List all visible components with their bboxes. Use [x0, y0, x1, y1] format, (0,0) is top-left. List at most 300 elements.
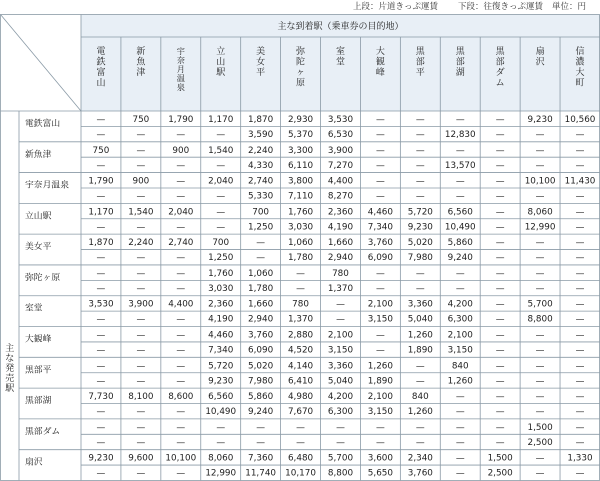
fare-round: —	[575, 407, 585, 418]
fare-oneway: —	[575, 238, 585, 249]
fare-oneway: 2,100	[367, 299, 393, 310]
fare-round: —	[495, 345, 505, 356]
fare-oneway: 2,240	[128, 238, 154, 249]
fare-oneway: 1,790	[168, 115, 194, 125]
column-header	[376, 45, 385, 78]
fare-oneway: —	[455, 422, 465, 433]
fare-round: —	[376, 345, 385, 356]
fare-round: —	[336, 437, 345, 448]
fare-round: —	[216, 130, 226, 140]
fare-round: 4,190	[327, 222, 354, 233]
table-row	[25, 300, 585, 325]
fare-oneway: 840	[411, 392, 429, 403]
fare-oneway: 9,230	[88, 453, 114, 464]
fare-round: —	[176, 407, 186, 418]
fare-round: —	[216, 191, 226, 202]
column-header-char: 原	[296, 78, 306, 89]
fare-round: 7,110	[287, 191, 314, 202]
column-header-char: ダ	[495, 68, 505, 78]
fare-round: 1,260	[447, 376, 473, 387]
fare-round: —	[455, 283, 465, 294]
fare-oneway: 3,300	[287, 145, 314, 156]
fare-round: 3,150	[367, 407, 393, 418]
fare-round: 1,250	[208, 253, 234, 264]
legend-unit: 単位：円	[552, 2, 587, 12]
fare-oneway: 1,870	[248, 115, 274, 125]
fare-oneway: 4,400	[327, 176, 354, 187]
fare-oneway: 2,100	[447, 330, 473, 341]
fare-round: —	[136, 468, 146, 479]
column-header	[336, 45, 345, 68]
fare-oneway: 700	[252, 207, 270, 218]
fare-round: —	[575, 253, 585, 264]
column-header-char: 黒	[415, 47, 425, 57]
fare-round: —	[96, 191, 106, 202]
fare-round: 7,980	[248, 376, 274, 387]
fare-oneway: —	[495, 392, 505, 403]
fare-round: 7,270	[327, 160, 354, 171]
fare-round: —	[96, 283, 106, 294]
fare-round: 8,800	[327, 468, 354, 479]
fare-round: 9,230	[407, 222, 433, 233]
fare-oneway: 8,600	[168, 392, 194, 403]
column-header-char: 堂	[335, 57, 345, 68]
fare-oneway: —	[575, 268, 585, 279]
fare-round: —	[96, 253, 106, 264]
fare-oneway: —	[376, 176, 385, 187]
fare-round: 10,490	[444, 222, 476, 233]
fare-round: 1,370	[327, 283, 354, 294]
fare-oneway: —	[256, 238, 266, 249]
fare-round: —	[216, 437, 226, 448]
fare-oneway: —	[336, 422, 345, 433]
fare-round: 2,500	[527, 437, 553, 448]
fare-round: 1,780	[287, 253, 314, 264]
fare-round: —	[376, 437, 385, 448]
table-row	[25, 238, 585, 263]
fare-oneway: 1,540	[128, 207, 154, 218]
fare-round: —	[535, 468, 545, 479]
column-header-char: 黒	[455, 47, 465, 57]
fare-oneway: —	[535, 392, 545, 403]
column-header	[416, 46, 426, 78]
fare-oneway: 900	[172, 145, 190, 156]
column-header	[296, 46, 306, 89]
fare-oneway: —	[296, 268, 305, 279]
fare-oneway: 2,740	[168, 238, 194, 249]
fare-round: —	[575, 437, 585, 448]
fare-oneway: 4,200	[447, 299, 473, 310]
fare-oneway: —	[136, 268, 146, 279]
fare-oneway: —	[376, 330, 385, 341]
fare-oneway: —	[455, 268, 465, 279]
departure-title	[4, 342, 14, 394]
fare-round: —	[495, 283, 505, 294]
fare-oneway: —	[415, 268, 425, 279]
fare-round: —	[495, 160, 505, 171]
fare-oneway: 5,720	[407, 207, 433, 218]
column-header-char: 津	[136, 68, 146, 78]
fare-oneway: —	[136, 145, 146, 156]
fare-round: 9,240	[248, 407, 274, 418]
fare-oneway: 5,720	[208, 361, 234, 372]
fare-round: —	[376, 191, 385, 202]
fare-oneway: 10,560	[564, 115, 596, 125]
fare-round: —	[256, 437, 266, 448]
fare-round: 6,300	[327, 407, 354, 418]
fare-round: 4,520	[287, 345, 314, 356]
fare-round: 8,270	[327, 191, 354, 202]
fare-round: 12,990	[524, 222, 556, 233]
fare-oneway: —	[256, 422, 266, 433]
fare-oneway: —	[535, 238, 545, 249]
fare-table	[0, 14, 600, 481]
fare-oneway: 4,980	[287, 392, 314, 403]
fare-oneway: 1,760	[287, 207, 314, 218]
row-station: 美女平	[25, 242, 52, 253]
fare-oneway: 1,500	[487, 453, 513, 464]
table-row	[25, 269, 585, 294]
column-header	[575, 45, 584, 89]
table-row	[25, 423, 585, 448]
row-station: 新魚津	[25, 149, 52, 160]
fare-oneway: —	[415, 145, 425, 156]
fare-round: 10,490	[205, 407, 237, 418]
fare-round: —	[176, 376, 186, 387]
fare-round: 3,150	[367, 314, 393, 325]
fare-round: —	[96, 160, 106, 171]
fare-oneway: 9,600	[128, 453, 154, 464]
fare-round: —	[216, 160, 226, 171]
fare-round: —	[136, 437, 146, 448]
fare-oneway: —	[296, 422, 305, 433]
fare-round: 3,150	[327, 345, 354, 356]
fare-oneway: 5,020	[407, 238, 433, 249]
fare-oneway: —	[575, 330, 585, 341]
fare-oneway: 5,700	[527, 299, 553, 310]
column-header-char: ム	[495, 78, 505, 89]
fare-oneway: 5,020	[248, 361, 274, 372]
fare-round: —	[535, 345, 545, 356]
column-header-char: 平	[415, 68, 425, 78]
fare-round: 1,370	[287, 314, 314, 325]
fare-oneway: —	[455, 115, 465, 125]
column-header	[456, 46, 466, 78]
fare-oneway: —	[136, 330, 146, 341]
fare-round: 6,090	[367, 253, 393, 264]
fare-round: —	[415, 437, 425, 448]
row-station: 立山駅	[25, 211, 52, 222]
fare-round: 2,500	[487, 468, 513, 479]
fare-oneway: —	[535, 453, 545, 464]
fare-oneway: —	[96, 422, 106, 433]
fare-round: 5,040	[407, 314, 433, 325]
row-station: 室堂	[25, 303, 43, 314]
fare-oneway: —	[535, 330, 545, 341]
fare-round: 1,890	[367, 376, 393, 387]
fare-round: —	[535, 376, 545, 387]
fare-oneway: —	[176, 361, 186, 372]
fare-round: —	[296, 437, 305, 448]
fare-round: —	[495, 222, 505, 233]
column-header	[96, 46, 105, 89]
fare-oneway: —	[96, 330, 106, 341]
fare-round: 6,300	[447, 314, 473, 325]
fare-round: —	[176, 437, 186, 448]
fare-round: —	[136, 160, 146, 171]
fare-round: —	[96, 130, 106, 140]
table-row	[25, 115, 596, 140]
fare-oneway: 780	[292, 299, 309, 310]
column-header-char: 美	[256, 47, 266, 57]
fare-round: —	[376, 130, 385, 140]
fare-round: —	[575, 376, 585, 387]
fare-oneway: 4,200	[327, 392, 354, 403]
fare-oneway: 1,060	[248, 268, 274, 279]
column-header-char: 月	[176, 64, 185, 74]
fare-round: —	[136, 222, 146, 233]
fare-oneway: —	[96, 115, 106, 125]
table-row	[25, 454, 593, 479]
legend-lower: 下段：往復きっぷ運賃	[458, 2, 544, 12]
fare-round: 5,330	[248, 191, 274, 202]
fare-round: —	[535, 191, 545, 202]
fare-oneway: 1,760	[208, 268, 234, 279]
column-header-char: 平	[256, 68, 266, 78]
fare-round: —	[176, 191, 186, 202]
fare-oneway: —	[575, 392, 585, 403]
fare-round: —	[96, 437, 106, 448]
fare-oneway: 3,360	[327, 361, 354, 372]
fare-oneway: 3,530	[327, 115, 354, 125]
fare-round: —	[96, 345, 106, 356]
table-row	[25, 207, 585, 232]
fare-oneway: 1,260	[367, 361, 393, 372]
fare-round: —	[415, 160, 425, 171]
column-header-char: 観	[375, 57, 385, 68]
column-header-char: 新	[136, 47, 146, 57]
departure-title-char: 駅	[5, 383, 15, 394]
fare-oneway: —	[535, 361, 545, 372]
fare-round: 8,800	[527, 314, 553, 325]
fare-round: 3,760	[407, 468, 433, 479]
column-header-char: 陀	[296, 57, 306, 68]
column-header-char: 湖	[455, 68, 465, 78]
fare-oneway: 2,240	[248, 145, 274, 156]
fare-round: 9,240	[447, 253, 473, 264]
column-header-char: 大	[375, 47, 385, 57]
fare-oneway: 1,170	[208, 115, 234, 125]
fare-round: 1,250	[248, 222, 274, 233]
table-row	[25, 361, 585, 386]
column-header-char: ヶ	[296, 68, 306, 78]
fare-round: —	[495, 407, 505, 418]
fare-oneway: —	[455, 453, 465, 464]
fare-oneway: 7,730	[88, 392, 114, 403]
fare-oneway: —	[176, 330, 186, 341]
fare-oneway: 1,500	[527, 422, 553, 433]
fare-oneway: —	[415, 176, 425, 187]
column-header-char: 黒	[495, 47, 505, 57]
fare-oneway: 3,900	[128, 299, 154, 310]
departure-title-char: 発	[5, 363, 15, 374]
fare-oneway: —	[495, 361, 505, 372]
fare-oneway: 4,460	[208, 330, 234, 341]
fare-round: 6,090	[248, 345, 274, 356]
fare-round: 4,330	[248, 160, 274, 171]
fare-round: —	[136, 130, 146, 140]
fare-oneway: 5,860	[447, 238, 473, 249]
fare-oneway: 9,230	[527, 115, 553, 125]
column-header	[136, 45, 146, 78]
fare-oneway: 4,460	[367, 207, 393, 218]
column-header-char: 室	[335, 47, 345, 57]
fare-round: 9,230	[208, 376, 234, 387]
fare-round: 5,370	[287, 130, 314, 140]
fare-oneway: 1,870	[88, 238, 114, 249]
column-header-char: 鉄	[96, 57, 106, 68]
fare-oneway: —	[415, 361, 425, 372]
arrival-title: 主な到着駅（乗車券の目的地）	[277, 22, 404, 32]
fare-round: —	[176, 283, 186, 294]
row-station: 電鉄富山	[25, 119, 61, 129]
column-header-char: 泉	[176, 82, 185, 92]
fare-oneway: —	[176, 268, 186, 279]
fare-round: —	[575, 191, 585, 202]
fare-oneway: 700	[212, 238, 230, 249]
fare-round: —	[455, 468, 465, 479]
column-header	[215, 45, 225, 78]
fare-oneway: 8,060	[527, 207, 553, 218]
fare-oneway: 1,330	[567, 453, 593, 464]
fare-round: —	[216, 222, 226, 233]
row-station: 黒部ダム	[25, 426, 61, 437]
fare-oneway: 780	[332, 268, 349, 279]
fare-oneway: 3,530	[88, 299, 114, 310]
fare-round: —	[495, 376, 505, 387]
fare-oneway: 10,100	[524, 176, 556, 187]
fare-oneway: 11,430	[564, 176, 596, 187]
fare-oneway: —	[455, 176, 465, 187]
fare-round: —	[176, 345, 186, 356]
fare-round: 6,110	[287, 160, 314, 171]
fare-round: —	[575, 160, 585, 171]
fare-oneway: 1,170	[88, 207, 114, 218]
column-header-char: 部	[455, 57, 465, 68]
fare-round: —	[495, 253, 505, 264]
fare-oneway: —	[455, 145, 465, 156]
column-header	[496, 46, 506, 89]
fare-round: —	[455, 191, 465, 202]
fare-oneway: 1,660	[248, 299, 274, 310]
fare-round: 3,590	[248, 130, 274, 140]
fare-oneway: —	[376, 145, 385, 156]
fare-oneway: —	[495, 238, 505, 249]
column-header-char: 濃	[575, 57, 585, 68]
column-header-char: 駅	[216, 68, 226, 78]
fare-oneway: 1,540	[208, 145, 234, 156]
column-header-char: 立	[216, 47, 226, 57]
fare-round: —	[535, 130, 545, 140]
fare-round: 2,940	[327, 253, 354, 264]
fare-oneway: 1,260	[407, 330, 433, 341]
fare-oneway: —	[495, 330, 505, 341]
row-station: 黒部湖	[25, 396, 52, 407]
fare-round: —	[415, 130, 425, 140]
fare-oneway: —	[575, 145, 585, 156]
fare-oneway: —	[495, 268, 505, 279]
fare-oneway: —	[575, 361, 585, 372]
fare-oneway: 10,100	[165, 453, 197, 464]
fare-oneway: —	[495, 299, 505, 310]
fare-oneway: —	[376, 422, 385, 433]
fare-oneway: 6,560	[208, 392, 234, 403]
fare-oneway: —	[495, 422, 505, 433]
fare-round: 3,150	[447, 345, 473, 356]
fare-oneway: 6,560	[447, 207, 473, 218]
column-header-char: 宇	[176, 46, 185, 56]
fare-round: 7,980	[407, 253, 433, 264]
fare-oneway: —	[136, 422, 146, 433]
fare-round: —	[176, 130, 186, 140]
fare-round: —	[256, 253, 266, 264]
fare-oneway: 3,800	[287, 176, 314, 187]
fare-round: —	[176, 314, 186, 325]
fare-oneway: 2,100	[367, 392, 393, 403]
fare-oneway: —	[376, 268, 385, 279]
fare-round: —	[376, 160, 385, 171]
fare-oneway: 3,360	[407, 299, 433, 310]
row-station: 大観峰	[25, 334, 52, 345]
fare-oneway: —	[575, 299, 585, 310]
column-header-char: 沢	[535, 57, 545, 68]
fare-round: —	[575, 468, 585, 479]
fare-round: —	[136, 314, 146, 325]
fare-round: 7,340	[208, 345, 234, 356]
fare-round: —	[495, 437, 505, 448]
fare-oneway: —	[136, 361, 146, 372]
fare-round: —	[96, 468, 106, 479]
fare-oneway: 840	[451, 361, 469, 372]
column-header-char: 弥	[296, 47, 306, 57]
column-header-char: 部	[495, 57, 505, 68]
fare-round: —	[376, 283, 385, 294]
fare-oneway: —	[495, 176, 505, 187]
fare-round: —	[575, 345, 585, 356]
departure-title-char: 売	[5, 373, 15, 384]
fare-round: —	[575, 130, 585, 140]
column-header-char: 信	[575, 47, 585, 57]
column-header-char: 扇	[535, 47, 545, 57]
fare-oneway: 2,040	[208, 176, 234, 187]
fare-round: —	[136, 376, 146, 387]
fare-round: 3,030	[287, 222, 314, 233]
fare-round: —	[176, 253, 186, 264]
fare-round: —	[415, 283, 425, 294]
fare-oneway: 7,360	[248, 453, 274, 464]
fare-oneway: —	[376, 115, 385, 125]
fare-oneway: 5,700	[327, 453, 354, 464]
fare-oneway: 750	[92, 145, 110, 156]
fare-oneway: —	[535, 145, 545, 156]
legend-upper: 上段：片道きっぷ運賃	[353, 2, 439, 12]
fare-oneway: —	[176, 422, 186, 433]
fare-oneway: 3,760	[248, 330, 274, 341]
fare-oneway: 2,360	[327, 207, 354, 218]
fare-round: 6,530	[327, 130, 354, 140]
fare-round: 11,740	[245, 468, 277, 479]
row-station: 宇奈月温泉	[25, 180, 69, 191]
